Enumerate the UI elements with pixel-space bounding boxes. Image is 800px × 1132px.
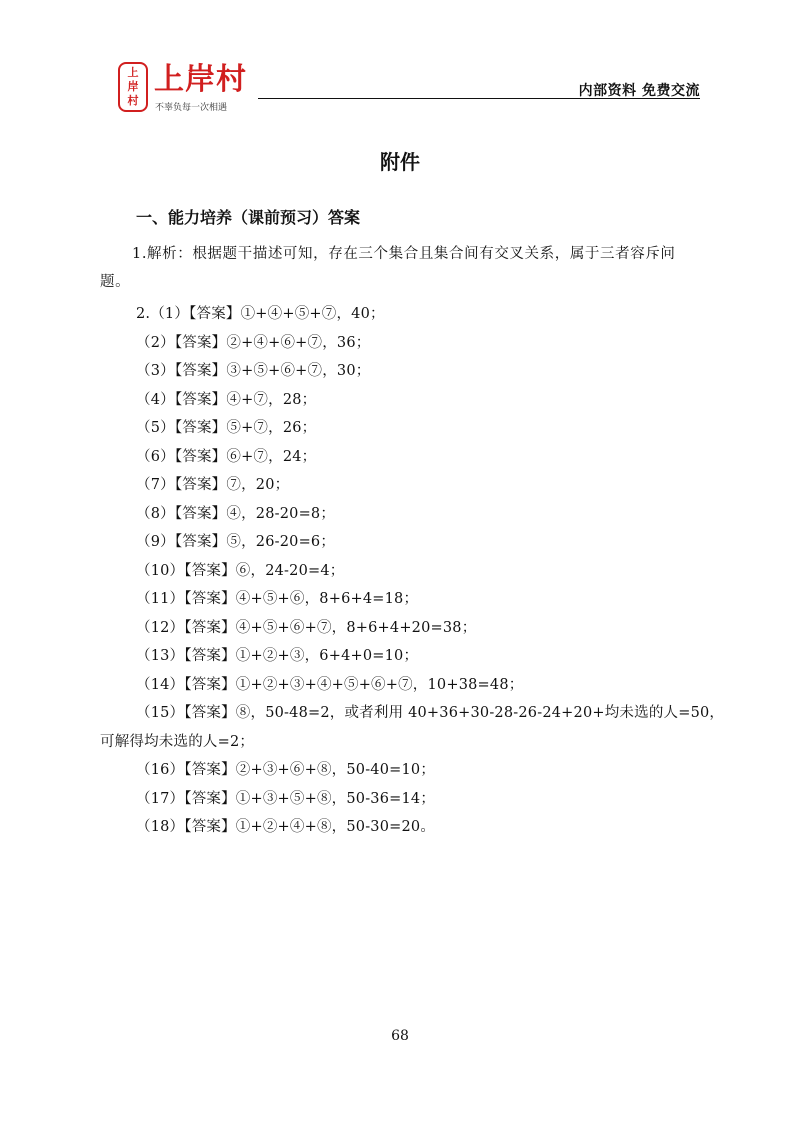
answer-line: （4）【答案】④+⑦，28； [136,392,317,408]
answer-line: （11）【答案】④+⑤+⑥，8+6+4=18； [136,591,419,607]
page-title: 附件 [380,150,420,174]
answer-line: （15）【答案】⑧，50-48=2，或者利用 40+36+30-28-26-24+20+均未选的人=50， [136,705,725,721]
page-number: 68 [391,1028,409,1044]
answer-line: （12）【答案】④+⑤+⑥+⑦，8+6+4+20=38； [136,620,477,636]
brand-name: 上岸村 [154,62,247,97]
logo [118,62,268,114]
answer-line: （17）【答案】①+③+⑤+⑧，50-36=14； [136,791,436,807]
answer-line: （14）【答案】①+②+③+④+⑤+⑥+⑦，10+38=48； [136,677,524,693]
answer-line: （5）【答案】⑤+⑦，26； [136,420,317,436]
answer-line: （6）【答案】⑥+⑦，24； [136,449,317,465]
answer-line-continuation: 可解得均未选的人=2； [100,734,255,750]
answer-line: （3）【答案】③+⑤+⑥+⑦，30； [136,363,371,379]
answer-line: （8）【答案】④，28-20=8； [136,506,336,522]
logo-seal-char: 村 [127,94,139,107]
answer-line: （13）【答案】①+②+③，6+4+0=10； [136,648,419,664]
logo-seal-char: 上 [127,66,139,79]
answer-line: （16）【答案】②+③+⑥+⑧，50-40=10； [136,762,436,778]
document-body [100,240,725,835]
brand-slogan: 不辜负每一次相遇 [155,103,228,113]
logo-seal [118,62,148,112]
intro-paragraph: 1.解析：根据题干描述可知，存在三个集合且集合间有交叉关系，属于三者容斥问题。 [100,246,676,290]
answer-line: （18）【答案】①+②+④+⑧，50-30=20。 [136,819,436,835]
answer-line: 2.（1）【答案】①+④+⑤+⑦，40； [136,306,385,322]
section-heading: 一、能力培养（课前预习）答案 [136,208,361,227]
answer-line: （7）【答案】⑦，20； [136,477,290,493]
answer-line: （9）【答案】⑤，26-20=6； [136,534,336,550]
header-notice: 内部资料 免费交流 [578,83,700,99]
logo-seal-char: 岸 [127,80,139,93]
answer-line: （2）【答案】②+④+⑥+⑦，36； [136,335,371,351]
answer-line: （10）【答案】⑥，24-20=4； [136,563,345,579]
